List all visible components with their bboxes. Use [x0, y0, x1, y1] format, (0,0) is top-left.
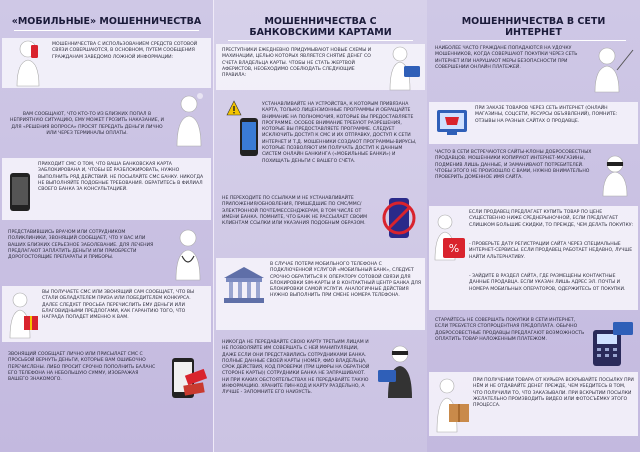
paragraph: ВЫ ПОЛУЧАЕТЕ СМС ИЛИ ЗВОНЯЩИЙ САМ СООБЩАЕТ, ЧТО ВЫ СТАЛИ ОБЛАДАТЕЛЕМ ПРИЗА ИЛИ ПОБЕДИТЕЛЕМ КОНКУРСА. ДАЛЕЕ СЛЕДУЕТ ПРОСЬБА ПЕРЕЧИСЛИТЬ ЕМУ ДЕНЬГИ ИЛИ БЛАГОВИДНЫМИ ПРЕДЛОГАМИ, КАК ГАРАНТИЮ ТОГО, ЧТО НАГРАДА ПОПАДЕТ ИМЕННО К ВАМ. — [42, 290, 195, 321]
title-divider — [14, 30, 199, 31]
person-fishing-icon — [587, 44, 635, 94]
column-title: МОШЕННИЧЕСТВА С БАНКОВСКИМИ КАРТАМИ — [249, 16, 392, 38]
paragraph: ЧАСТО В СЕТИ ВСТРЕЧАЮТСЯ САЙТЫ-КЛОНЫ ДОБРОСОВЕСТНЫХ ПРОДАВЦОВ. МОШЕННИКИ КОПИРУЮТ ИНТЕРНЕТ-МАГАЗИНЫ, ПОДМЕНИВ ЛИШЬ ДАННЫЕ, И ЗАМАНИВАЮТ ПОТРЕБИТЕЛЕЙ. ЧТОБЫ ЭТОГО НЕ ПРОИЗОШЛО С ВАМИ, НУЖНО ВНИМАТЕЛЬНО ПРОВЕРИТЬ ДОМЕННОЕ ИМЯ САЙТА. — [435, 150, 592, 181]
warning-triangle-icon — [226, 100, 242, 116]
phone-money-icon — [160, 350, 208, 410]
smartphone-hand-icon — [236, 116, 262, 160]
paragraph: В СЛУЧАЕ ПОТЕРИ МОБИЛЬНОГО ТЕЛЕФОНА С ПОДКЛЮЧЕННОЙ УСЛУГОЙ «МОБИЛЬНЫЙ БАНК», СЛЕДУЕТ СРОЧНО ОБРАТИТЬСЯ К ОПЕРАТОРУ СОТОВОЙ СВЯЗИ ДЛЯ БЛОКИРОВКИ SIM-КАРТЫ И В КОНТАКТНЫЙ ЦЕНТР БАНКА ДЛЯ БЛОКИРОВКИ САМОЙ УСЛУГИ. АНАЛОГИЧНЫЕ ДЕЙСТВИЯ НУЖНО ВЫПОЛНИТЬ ПРИ СМЕНЕ НОМЕРА ТЕЛЕФОНА. — [270, 262, 422, 299]
paragraph: ПРИ ЗАКАЗЕ ТОВАРОВ ЧЕРЕЗ СЕТЬ ИНТЕРНЕТ (ОНЛАЙН МАГАЗИНЫ, СОЦСЕТИ, РЕСУРСЫ ОБЪЯВЛЕНИЙ), ПОМНИТЕ: ОТЗЫВЫ НА РАЗНЫХ САЙТАХ О ПРОДАВЦЕ. — [475, 106, 618, 124]
smartphone-icon — [8, 172, 32, 212]
svg-text:%: % — [448, 242, 460, 255]
paragraph: ПРЕСТУПНИКИ ЕЖЕДНЕВНО ПРИДУМЫВАЮТ НОВЫЕ СХЕМЫ И МАХИНАЦИИ, ЦЕЛЬЮ КОТОРЫХ ЯВЛЯЕТСЯ СНЯТИЕ ДЕНЕГ СО СЧЕТА ВЛАДЕЛЬЦА КАРТЫ. ЧТОБЫ НЕ СТАТЬ ЖЕРТВОЙ АФЕРИСТОВ, НЕОБХОДИМО СОБЛЮДАТЬ СЛЕДУЮЩИЕ ПРАВИЛА: — [222, 48, 372, 79]
paragraph: НИКОГДА НЕ ПЕРЕДАВАЙТЕ СВОЮ КАРТУ ТРЕТЬИМ ЛИЦАМ И НЕ ПОЗВОЛЯЙТЕ ИМ СОВЕРШАТЬ С НЕЙ МАНИПУЛЯЦИИ, ДАЖЕ ЕСЛИ ОНИ ПРЕДСТАВИЛИСЬ СОТРУДНИКАМИ БАНКА. ПОЛНЫЕ ДАННЫЕ СВОЕЙ КАРТЫ (НОМЕР, ФИО ВЛАДЕЛЬЦА, СРОК ДЕЙСТВИЯ, КОД ПРОВЕРКИ (ТРИ ЦИФРЫ НА ОБРАТНОЙ СТОРОНЕ КАРТЫ)) СОТРУДНИКИ БАНКА НЕ ЗАПРАШИВАЮТ. НИ ПРИ КАКИХ ОБСТОЯТЕЛЬСТВАХ НЕ ПЕРЕДАВАЙТЕ ТАКУЮ ИНФОРМАЦИЮ. ХРАНИТЕ ПИН-КОД И КАРТУ РАЗДЕЛЬНО, А ЛУЧШЕ - ЗАПОМНИТЕ ЕГО НАИЗУСТЬ. — [222, 340, 370, 396]
title-divider — [441, 40, 626, 41]
paragraph: НЕ ПЕРЕХОДИТЕ ПО ССЫЛКАМ И НЕ УСТАНАВЛИВАЙТЕ ПРИЛОЖЕНИЯ/ОБНОВЛЕНИЯ, ПРИШЕДШИЕ ПО СМС/ММС/ЭЛЕКТРОННОЙ ПОЧТЕ/МЕССЕНДЖЕРАМ, В ТОМ ЧИСЛЕ ОТ ИМЕНИ БАНКА. ПОМНИТЕ, ЧТО БАНК НЕ РАССЫЛАЕТ СВОИМ КЛИЕНТАМ ССЫЛКИ ИЛИ УКАЗАНИЯ ПОДОБНЫМ ОБРАЗОМ. — [222, 196, 368, 227]
column-mobile-fraud — [0, 0, 213, 452]
paragraph: МОШЕННИЧЕСТВА С ИСПОЛЬЗОВАНИЕМ СРЕДСТВ СОТОВОЙ СВЯЗИ СОВЕРШАЮТСЯ, В ОСНОВНОМ, ПУТЕМ СООБЩЕНИЯ ГРАЖДАНАМ ЗАВЕДОМО ЛОЖНОЙ ИНФОРМАЦИИ: — [52, 42, 198, 60]
bank-building-icon — [220, 264, 268, 308]
column-bank-card-fraud — [213, 0, 428, 452]
column-internet-fraud — [427, 0, 640, 452]
title-divider — [228, 40, 413, 41]
paragraph: ПРИХОДИТ СМС О ТОМ, ЧТО ВАША БАНКОВСКАЯ КАРТА ЗАБЛОКИРОВАНА И, ЧТОБЫ ЕЁ РАЗБЛОКИРОВАТЬ, НУЖНО ВЫПОЛНИТЬ РЯД ДЕЙСТВИЙ. НЕ ПОСЫЛАЙТЕ СМС БАНКУ. НИКОГДА НЕ ВЫПОЛНЯЙТЕ ПОДОБНЫЕ ТРЕБОВАНИЯ. ОБРАТИТЕСЬ В ФИЛИАЛ СВОЕГО БАНКА ЗА КОНСУЛЬТАЦИЕЙ. — [38, 162, 204, 193]
column-title: «МОБИЛЬНЫЕ» МОШЕННИЧЕСТВА — [11, 16, 202, 27]
column-title: МОШЕННИЧЕСТВА В СЕТИ ИНТЕРНЕТ — [461, 16, 606, 38]
prize-gift-icon — [6, 290, 40, 340]
discount-tag-icon — [431, 212, 467, 272]
paragraph: - ПРОВЕРЬТЕ ДАТУ РЕГИСТРАЦИИ САЙТА ЧЕРЕЗ СПЕЦИАЛЬНЫЕ ИНТЕРНЕТ-СЕРВИСЫ. ЕСЛИ ПРОДАВЕЦ РАБОТАЕТ НЕДАВНО, ЛУЧШЕ НАЙТИ АЛЬТЕРНАТИВУ. — [469, 242, 633, 260]
online-shopping-icon — [433, 104, 473, 144]
thief-card-icon — [374, 340, 422, 400]
paragraph: - ЗАЙДИТЕ В РАЗДЕЛ САЙТА, ГДЕ РАЗМЕЩЕНЫ КОНТАКТНЫЕ ДАННЫЕ ПРОДАВЦА. ЕСЛИ УКАЗАН ЛИШЬ АДРЕС ЭЛ. ПОЧТЫ И НОМЕРА МОБИЛЬНЫХ ОПЕРАТОРОВ, ОДЕРЖИТЕСЬ ОТ ПОКУПКИ. — [469, 274, 626, 292]
paragraph: ПРИ ПОЛУЧЕНИИ ТОВАРА ОТ КУРЬЕРА ВСКРЫВАЙТЕ ПОСЫЛКУ ПРИ НЁМ И НЕ ОТДАВАЙТЕ ДЕНЕГ ПРЕЖДЕ, ЧЕМ УБЕДИТЕСЬ В ТОМ, ЧТО ПОЛУЧИЛИ ТО, ЧТО ЗАКАЗЫВАЛИ. ПРИ ВСКРЫТИИ ПОСЫЛКИ ЖЕЛАТЕЛЬНО ПРОИЗВОДИТЬ ВИДЕО ИЛИ ФОТОСЪЁМКУ ЭТОГО ПРОЦЕССА. — [473, 378, 634, 409]
paragraph: ЗВОНЯЩИЙ СООБЩАЕТ ЛИЧНО ИЛИ ПРИСЫЛАЕТ СМС С ПРОСЬБОЙ ВЕРНУТЬ ДЕНЬГИ, КОТОРЫЕ ВАМ ОШИБОЧНО ПЕРЕЧИСЛЕНЫ. ЛИБО ПРОСИТ СРОЧНО ПОПОЛНИТЬ БАЛАНС ЕГО ТЕЛЕФОНА НА НЕБОЛЬШУЮ СУММУ, ИЗОБРАЖАЯ ВАШЕГО ЗНАКОМОГО. — [8, 352, 156, 383]
person-with-phone-icon — [8, 38, 48, 88]
paragraph: СТАРАЙТЕСЬ НЕ СОВЕРШАТЬ ПОКУПКИ В СЕТИ ИНТЕРНЕТ, ЕСЛИ ТРЕБУЕТСЯ СТОПРОЦЕНТНАЯ ПРЕДОПЛАТА. ОБЫЧНО ДОБРОСОВЕСТНЫЕ ПРОДАВЦЫ ПРЕДЛАГАЮТ ВОЗМОЖНОСТЬ ОПЛАТИТЬ ТОВАР НАЛОЖЕННЫМ ПЛАТЕЖОМ. — [435, 318, 585, 342]
paragraph: ЕСЛИ ПРОДАВЕЦ ПРЕДЛАГАЕТ КУПИТЬ ТОВАР ПО ЦЕНЕ СУЩЕСТВЕННО НИЖЕ СРЕДНЕРЫНОЧНОЙ, ЕСЛИ ПРЕДЛАГАЕТ СЛИШКОМ БОЛЬШИЕ СКИДКИ, ТО ПРЕЖДЕ, ЧЕМ ДЕЛАТЬ ПОКУПКУ: — [469, 210, 634, 228]
mask-clone-icon — [595, 152, 635, 198]
paragraph: НАИБОЛЕЕ ЧАСТО ГРАЖДАНЕ ПОПАДАЮТСЯ НА УДОЧКУ МОШЕННИКОВ, КОГДА СОВЕРШАЮТ ПОКУПКИ ЧЕРЕЗ СЕТЬ ИНТЕРНЕТ ИЛИ НАРУШАЮТ МЕРЫ БЕЗОПАСНОСТИ ПРИ СОВЕРШЕНИИ ОНЛАЙН ПЛАТЕЖЕЙ. — [435, 46, 578, 70]
paragraph: УСТАНАВЛИВАЙТЕ НА УСТРОЙСТВА, К КОТОРЫМ ПРИВЯЗАНА КАРТА, ТОЛЬКО ЛИЦЕНЗИОННЫЕ ПРОГРАММЫ И ОБРАЩАЙТЕ ВНИМАНИЕ НА ПОЛНОМОЧИЯ, КОТОРЫЕ ВЫ ПРЕДОСТАВЛЯЕТЕ ПРОГРАММЕ. ОСОБОЕ ВНИМАНИЕ ТРЕБУЮТ РАЗРЕШЕНИЯ, КОТОРЫЕ ВЫ ПРЕДОСТАВЛЯЕТЕ ПРОГРАММЕ. СЛЕДУЕТ ИСКЛЮЧИТЬ ДОСТУП К СМС И ИХ ОТПРАВКУ, ДОСТУП К СЕТИ ИНТЕРНЕТ И Т.Д. МОШЕННИКИ СОЗДАЮТ ПРОГРАММЫ-ВИРУСЫ, КОТОРЫЕ ПОЗВОЛЯЮТ ИМ ПОЛУЧАТЬ ДОСТУП К ДАННЫМ СИСТЕМ ОНЛАЙН БАНКИНГА («МОБИЛЬНЫЕ БАНКИ») И ПОХИЩАТЬ ДЕНЬГИ С ВАШЕГО СЧЁТА. — [262, 102, 417, 164]
payment-terminal-icon — [587, 316, 635, 372]
courier-parcel-icon — [431, 376, 471, 434]
doctor-icon — [168, 226, 208, 281]
paragraph: ПРЕДСТАВИВШИСЬ ВРАЧОМ ИЛИ СОТРУДНИКОМ ПОЛИКЛИНИКИ, ЗВОНЯЩИЙ СООБЩАЕТ, ЧТО У ВАС ИЛИ ВАШИХ БЛИЗКИХ СЕРЬЕЗНОЕ ЗАБОЛЕВАНИЕ. ДЛЯ ЛЕЧЕНИЯ ПРЕДЛАГАЮТ ЗАПЛАТИТЬ ДЕНЬГИ ИЛИ ПРИОБРЕСТИ ДОРОГОСТОЯЩИЕ ПРЕПАРАТЫ И ПРИБОРЫ. — [8, 230, 154, 261]
person-card-icon — [382, 44, 422, 92]
no-messages-icon — [376, 194, 422, 244]
person-thinking-icon — [170, 92, 208, 147]
paragraph: ВАМ СООБЩАЮТ, ЧТО КТО-ТО ИЗ БЛИЗКИХ ПОПАЛ В НЕПРИЯТНУЮ СИТУАЦИЮ, ЕМУ МОЖЕТ ГРОЗИТЬ НАКАЗАНИЕ, И ДЛЯ «РЕШЕНИЯ ВОПРОСА» ПРОСЯТ ПЕРЕДАТЬ ДЕНЬГИ ЛИЧНО ИЛИ ЧЕРЕЗ ТЕРМИНАЛЫ ОПЛАТЫ. — [9, 112, 164, 136]
